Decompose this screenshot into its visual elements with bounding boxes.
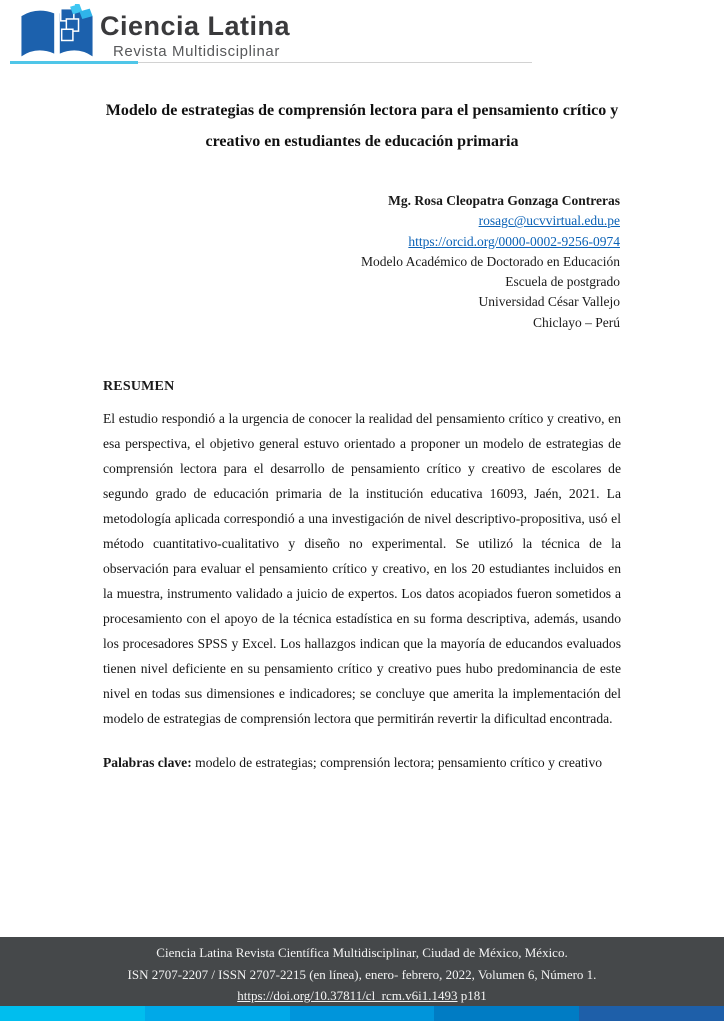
abstract-section xyxy=(103,379,621,775)
journal-name: Ciencia Latina xyxy=(100,11,291,41)
author-affiliation: Modelo Académico de Doctorado en Educación xyxy=(360,253,620,269)
strip-segment xyxy=(290,1006,435,1021)
abstract-text: El estudio respondió a la urgencia de conocer la realidad del pensamiento crítico y creativo, en esa perspectiva, el objetivo general estuvo orientado a proponer un modelo de estrategias de comprensión lectora para el desarrollo de pensamiento crítico y creativo de escolares de segundo grado de educación primaria de la institución educativa 16093, Jaén, 2021. La metodología aplicada correspondió a una investigación de nivel descriptivo-propositiva, usó el método cuantitativo-cualitativo y diseño no experimental. Se utilizó la técnica de la observación para evaluar el pensamiento crítico y creativo, en los 20 estudiantes incluidos en la muestra, instrumento validado a juicio de expertos. Los datos acopiados fueron sometidos a procesamiento con el apoyo de la técnica estadística en su forma descriptiva, además, usando los procesadores SPSS y Excel. Los hallazgos indican que la mayoría de educandos evaluados tienen nivel deficiente en su pensamiento crítico y creativo pues hubo predominancia de este nivel en todas sus dimensiones e indicadores; se concluye que amerita la implementación del modelo de estrategias de comprensión lectora que permitirán revertir la dificultad encontrada. xyxy=(103,411,621,726)
keywords-paragraph xyxy=(103,750,621,775)
strip-segment xyxy=(434,1006,579,1021)
footer-bar xyxy=(0,937,724,1006)
author-affiliation: Escuela de postgrado xyxy=(505,274,620,290)
author-affiliation: Universidad César Vallejo xyxy=(478,294,620,310)
keywords-text: modelo de estrategias; comprensión lectora; pensamiento crítico y creativo xyxy=(195,755,603,770)
header-rule-accent xyxy=(10,61,138,64)
footer-page-number: p181 xyxy=(460,988,487,1003)
author-block xyxy=(361,191,620,333)
author-location: Chiclayo – Perú xyxy=(533,314,620,330)
footer-journal-line: Ciencia Latina Revista Científica Multidisciplinar, Ciudad de México, México. xyxy=(156,945,568,960)
keywords-label: Palabras clave: xyxy=(103,755,192,770)
strip-segment xyxy=(579,1006,724,1021)
author-orcid-row xyxy=(361,232,620,252)
header-rule xyxy=(138,62,532,63)
abstract-heading: RESUMEN xyxy=(103,379,175,394)
footer-issn-line: ISN 2707-2207 / ISSN 2707-2215 (en línea), enero- febrero, 2022, Volumen 6, Número 1. xyxy=(127,966,597,982)
author-orcid-link[interactable]: https://orcid.org/0000-0002-9256-0974 xyxy=(408,233,620,249)
footer-doi-line xyxy=(0,985,724,1007)
article-title: Modelo de estrategias de comprensión lectora para el pensamiento crítico y creativo en estudiantes de educación primaria xyxy=(105,101,619,150)
author-email-row xyxy=(361,211,620,231)
author-email-link[interactable]: rosagc@ucvvirtual.edu.pe xyxy=(478,213,620,229)
author-name: Mg. Rosa Cleopatra Gonzaga Contreras xyxy=(388,193,620,208)
strip-segment xyxy=(145,1006,290,1021)
footer-color-strip xyxy=(0,1006,724,1021)
footer-doi-link[interactable]: https://doi.org/10.37811/cl_rcm.v6i1.1493 xyxy=(237,988,458,1003)
strip-segment xyxy=(0,1006,145,1021)
open-book-logo-icon xyxy=(16,4,98,62)
journal-tagline: Revista Multidisciplinar xyxy=(113,43,280,60)
